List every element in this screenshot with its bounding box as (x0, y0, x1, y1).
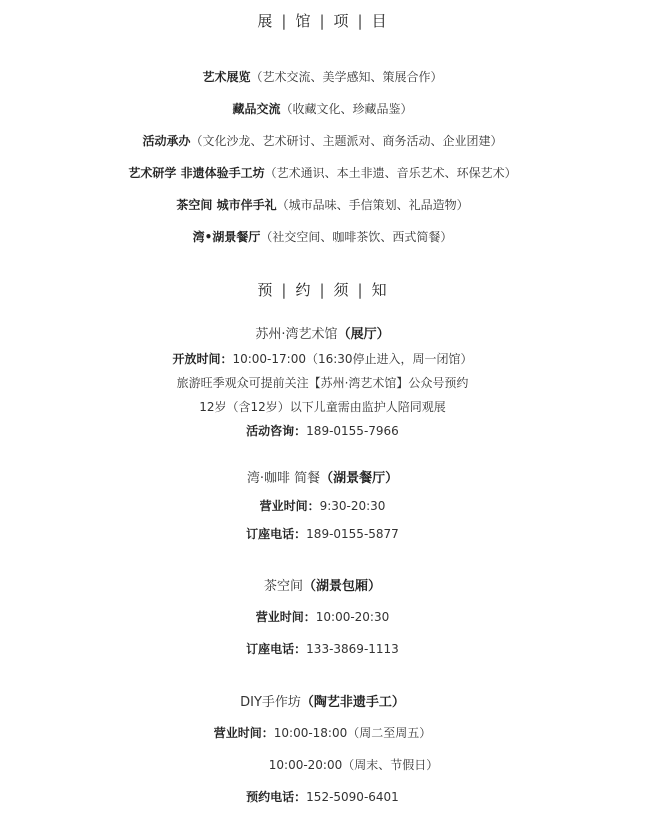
diy-tag: （陶艺非遗手工） (300, 695, 405, 710)
hours-label: 营业时间： (213, 726, 274, 740)
tea-title (0, 575, 645, 594)
notice-heading-char: 预 (257, 281, 274, 299)
diy-name: DIY手作坊 (240, 695, 301, 710)
diy-phone (0, 788, 645, 805)
project-item (0, 100, 645, 117)
divider: | (281, 281, 288, 299)
project-desc: （艺术通识、本土非遗、音乐艺术、环保艺术） (264, 166, 517, 180)
gallery-name: 苏州·湾艺术馆 (255, 327, 338, 342)
restaurant-title (0, 467, 645, 486)
restaurant-hours (0, 497, 645, 514)
hours-label: 营业时间： (259, 499, 320, 513)
restaurant-tag: （湖景餐厅） (320, 471, 399, 486)
gallery-note-children: 12岁（含12岁）以下儿童需由监护人陪同观展 (199, 400, 446, 414)
hours-value: 10:00-17:00（16:30停止进入，周一闭馆） (232, 352, 473, 366)
project-desc: （艺术交流、美学感知、策展合作） (250, 70, 443, 84)
tea-hours (0, 608, 645, 625)
contact-label: 活动咨询： (246, 424, 307, 438)
projects-heading (0, 10, 645, 31)
tea-tag: （湖景包厢） (303, 579, 382, 594)
contact-phone: 189-0155-7966 (306, 424, 399, 438)
project-desc: （文化沙龙、艺术研讨、主题派对、商务活动、企业团建） (190, 134, 503, 148)
project-name: 艺术研学 非遗体验手工坊 (128, 166, 265, 180)
divider: | (357, 12, 364, 30)
gallery-contact (0, 422, 645, 439)
project-item (0, 228, 645, 245)
project-item (0, 196, 645, 213)
project-desc: （城市品味、手信策划、礼品造物） (276, 198, 469, 212)
project-name: 艺术展览 (202, 70, 251, 84)
phone-label: 订座电话： (246, 642, 307, 656)
project-name: 活动承办 (142, 134, 191, 148)
restaurant-name: 湾·咖啡 简餐 (246, 471, 321, 486)
hours-label: 营业时间： (255, 610, 316, 624)
tea-name: 茶空间 (263, 579, 303, 594)
notice-heading (0, 279, 645, 300)
gallery-note-reservation: 旅游旺季观众可提前关注【苏州·湾艺术馆】公众号预约 (176, 376, 469, 390)
hours-value: 9:30-20:30 (319, 499, 386, 513)
gallery-title (0, 323, 645, 342)
project-name: 藏品交流 (232, 102, 281, 116)
project-desc: （收藏文化、珍藏品鉴） (280, 102, 413, 116)
projects-heading-char: 项 (333, 12, 350, 30)
hours-value: 10:00-18:00（周二至周五） (273, 726, 432, 740)
notice-heading-char: 约 (295, 281, 312, 299)
phone-label: 订座电话： (246, 527, 307, 541)
diy-hours-weekend: 10:00-20:00（周末、节假日） (268, 758, 439, 772)
phone-value: 152-5090-6401 (306, 790, 399, 804)
gallery-tag: （展厅） (337, 327, 390, 342)
phone-value: 133-3869-1113 (306, 642, 399, 656)
project-item (0, 164, 645, 181)
restaurant-phone (0, 525, 645, 542)
projects-heading-char: 目 (371, 12, 388, 30)
phone-label: 预约电话： (246, 790, 307, 804)
project-name: 湾•湖景餐厅 (192, 230, 261, 244)
project-item (0, 68, 645, 85)
projects-heading-char: 展 (257, 12, 274, 30)
projects-heading-char: 馆 (295, 12, 312, 30)
notice-heading-char: 须 (333, 281, 350, 299)
divider: | (319, 281, 326, 299)
diy-title (0, 691, 645, 710)
project-name: 茶空间 城市伴手礼 (176, 198, 277, 212)
divider: | (281, 12, 288, 30)
phone-value: 189-0155-5877 (306, 527, 399, 541)
project-item (0, 132, 645, 149)
tea-phone (0, 640, 645, 657)
gallery-hours (0, 350, 645, 367)
divider: | (319, 12, 326, 30)
diy-hours (0, 724, 645, 741)
notice-heading-char: 知 (371, 281, 388, 299)
divider: | (357, 281, 364, 299)
project-desc: （社交空间、咖啡茶饮、西式简餐） (260, 230, 453, 244)
hours-value: 10:00-20:30 (315, 610, 390, 624)
hours-label: 开放时间： (172, 352, 233, 366)
